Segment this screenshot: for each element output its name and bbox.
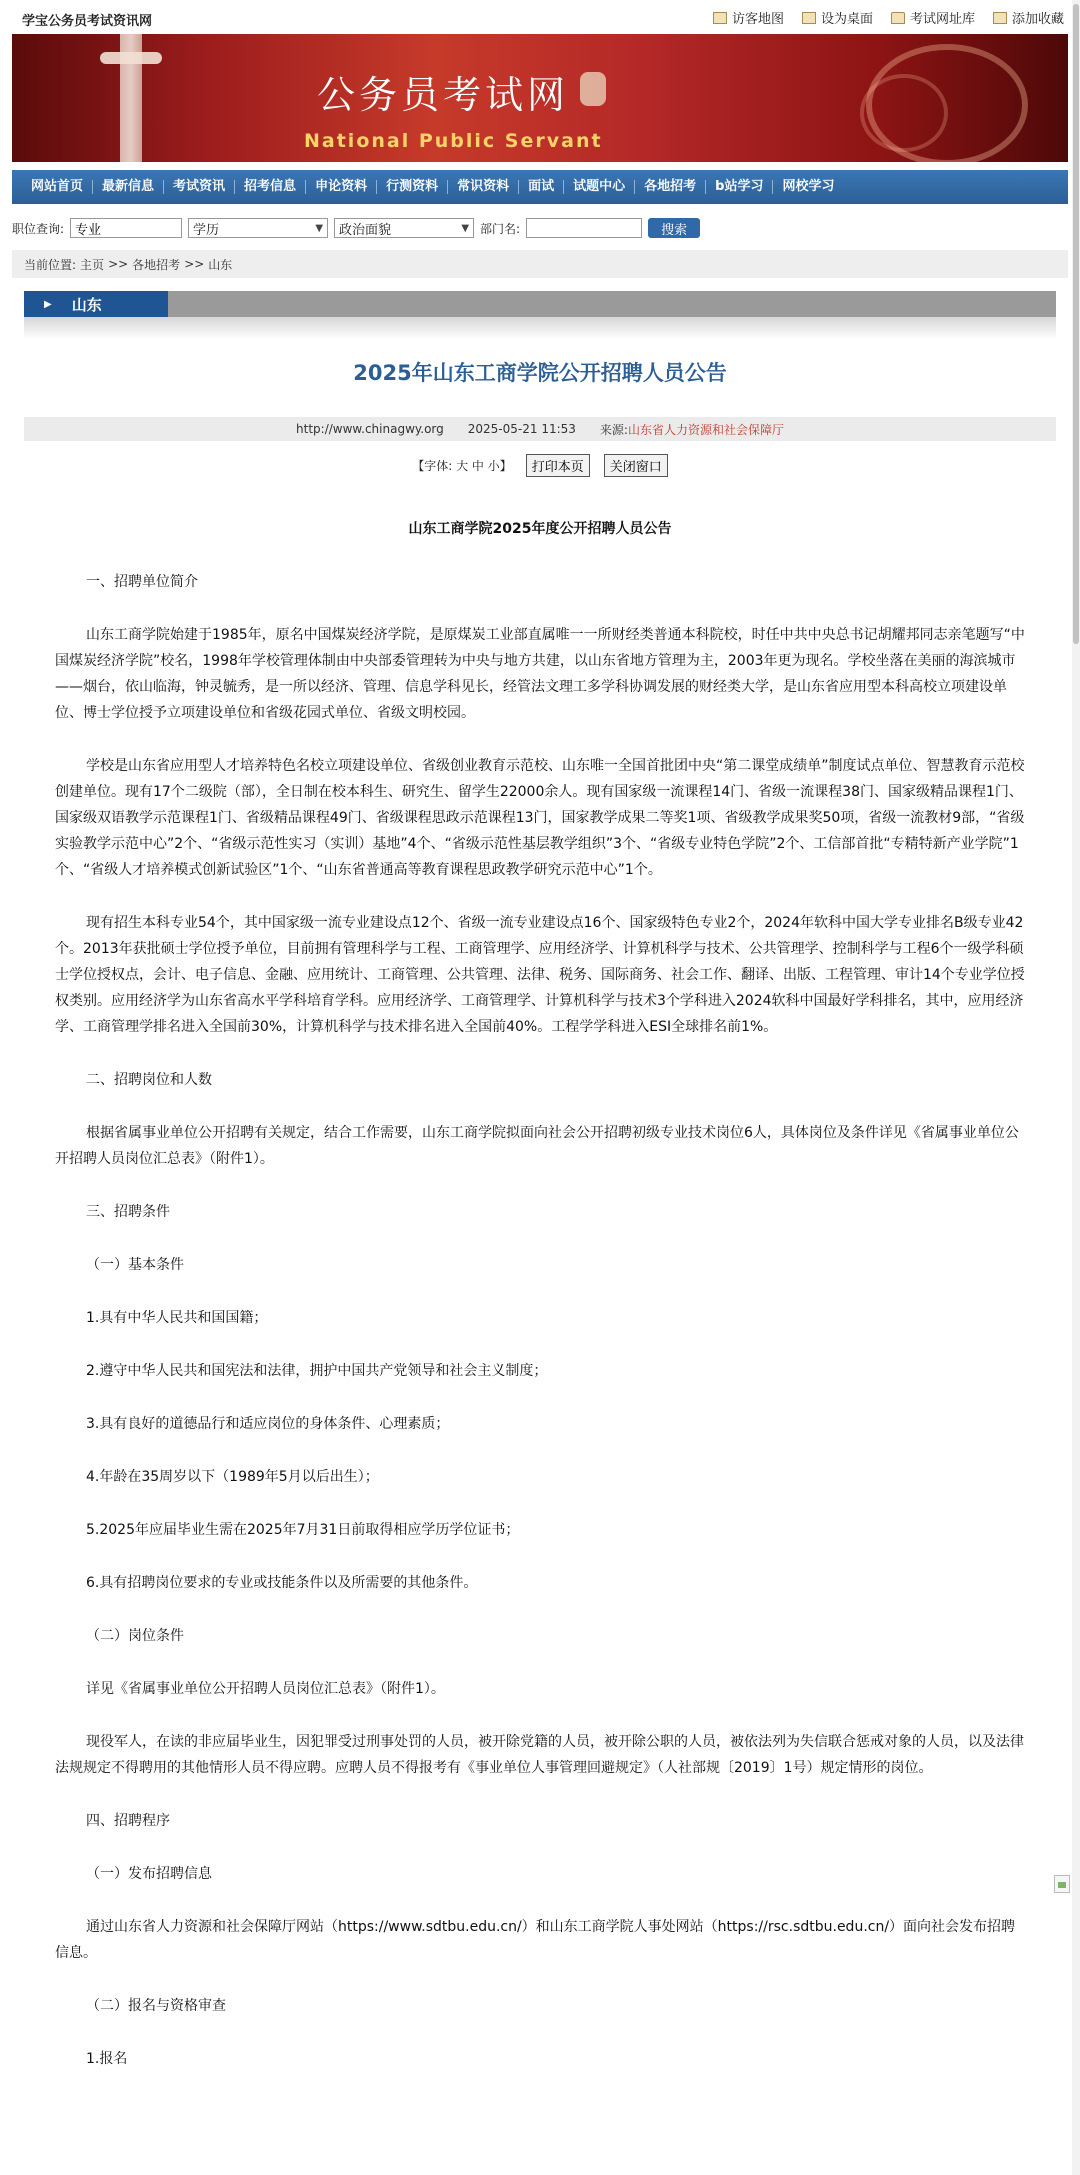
political-status-select[interactable]: 政治面貌 ▼ (334, 218, 474, 238)
chevron-down-icon: ▼ (315, 222, 324, 234)
paragraph: 现役军人，在读的非应届毕业生，因犯罪受过刑事处罚的人员，被开除党籍的人员，被开除公职的人员，被依法列为失信联合惩戒对象的人员，以及法律法规规定不得聘用的其他情形人员不得应聘。应聘人员不得报考有《事业单位人事管理回避规定》（人社部规〔2019〕1号）规定情形的岗位。 (55, 1734, 1024, 1776)
position-search (12, 218, 700, 238)
article-body (55, 516, 1025, 2099)
home-icon (891, 12, 905, 24)
search-label: 职位查询: (12, 221, 65, 236)
meta-url: http://www.chinagwy.org (296, 422, 444, 436)
department-label: 部门名: (480, 221, 521, 236)
list-item: 4.年龄在35周岁以下（1989年5月以后出生）； (86, 1469, 379, 1485)
header-banner (12, 34, 1068, 162)
nav-item-home[interactable]: 网站首页 (22, 180, 93, 194)
site-name: 学宝公务员考试资讯网 (22, 14, 153, 29)
search-button[interactable]: 搜索 (648, 218, 700, 238)
font-large-link[interactable]: 大 (456, 459, 469, 473)
folder-icon (993, 12, 1007, 24)
top-bar (0, 0, 1080, 34)
desktop-icon (802, 12, 816, 24)
nav-item-general-knowledge[interactable]: 常识资料 (448, 180, 519, 194)
subsection-heading: （二）岗位条件 (86, 1628, 184, 1644)
paragraph: 详见《省属事业单位公开招聘人员岗位汇总表》（附件1）。 (86, 1681, 445, 1697)
list-item: 2.遵守中华人民共和国宪法和法律，拥护中国共产党领导和社会主义制度； (86, 1363, 548, 1379)
subsection-heading: （一）发布招聘信息 (86, 1866, 212, 1882)
paragraph: 通过山东省人力资源和社会保障厅网站（https://www.sdtbu.edu.cn/）和山东工商学院人事处网站（https://rsc.sdtbu.edu.cn/）面向社会发布招聘信息。 (55, 1919, 1016, 1961)
list-item: 1.具有中华人民共和国国籍； (86, 1310, 268, 1326)
breadcrumb-separator: >> (108, 257, 129, 271)
map-icon (713, 12, 727, 24)
list-item: 1.报名 (86, 2051, 128, 2067)
article-heading: 山东工商学院2025年度公开招聘人员公告 (408, 521, 672, 537)
paragraph: 学校是山东省应用型人才培养特色名校立项建设单位、省级创业教育示范校、山东唯一全国首批团中央“第二课堂成绩单”制度试点单位、智慧教育示范校创建单位。现有17个二级院（部），全日制在校本科生、研究生、留学生22000余人。现有国家级一流课程14门、省级一流课程38门、国家级精品课程1门、国家级双语教学示范课程1门、省级精品课程49门、省级课程思政示范课程13门，国家教学成果二等奖1项、省级教学成果奖50项，省级一流教材9部，“省级实验教学示范中心”2个、“省级示范性实习（实训）基地”4个、“省级示范性基层教学组织”3个、“省级专业特色学院”2个、工信部首批“专精特新产业学院”1个、“省级人才培养模式创新试验区”1个、“山东省普通高等教育课程思政教学研究示范中心”1个。 (55, 758, 1025, 878)
pillar-cap-decoration (100, 52, 162, 64)
set-desktop-link[interactable]: 设为桌面 (802, 8, 873, 27)
list-item: 5.2025年应届毕业生需在2025年7月31日前取得相应学历学位证书； (86, 1522, 520, 1538)
nav-item-bilibili[interactable]: b站学习 (706, 180, 773, 194)
banner-title: 公务员考试网 (317, 73, 570, 117)
main-nav (12, 170, 1068, 204)
article-title: 2025年山东工商学院公开招聘人员公告 (353, 361, 727, 385)
breadcrumb-regional[interactable]: 各地招考 (132, 257, 181, 272)
scrollbar-thumb[interactable] (1073, 4, 1079, 644)
education-select[interactable]: 学历 ▼ (188, 218, 328, 238)
meta-source-group (600, 421, 784, 438)
section-tab-shandong[interactable]: ▶ 山东 (24, 291, 168, 317)
broken-image-icon[interactable] (1054, 1875, 1070, 1893)
dragon-decoration-inner (860, 74, 948, 152)
font-medium-link[interactable]: 中 (471, 459, 484, 473)
subsection-heading: （一）基本条件 (86, 1257, 184, 1273)
breadcrumb-shandong[interactable]: 山东 (208, 257, 233, 272)
chevron-down-icon: ▼ (461, 222, 470, 234)
nav-item-online-school[interactable]: 网校学习 (782, 179, 835, 194)
breadcrumb-prefix: 当前位置: (24, 257, 77, 272)
print-button[interactable]: 打印本页 (526, 454, 590, 477)
visitor-map-link[interactable]: 访客地图 (713, 8, 784, 27)
major-input[interactable] (70, 218, 182, 238)
article-meta (24, 417, 1056, 441)
exam-url-library-link[interactable]: 考试网址库 (891, 8, 975, 27)
font-size-controls: 【字体: 大 中 小】 (412, 459, 512, 473)
section-heading: 二、招聘岗位和人数 (86, 1072, 212, 1088)
breadcrumb-home[interactable]: 主页 (80, 257, 105, 272)
nav-item-aptitude[interactable]: 行测资料 (377, 180, 448, 194)
breadcrumb-separator: >> (184, 257, 205, 271)
scrollbar[interactable] (1072, 0, 1080, 2175)
nav-item-essay[interactable]: 申论资料 (306, 180, 377, 194)
list-item: 6.具有招聘岗位要求的专业或技能条件以及所需要的其他条件。 (86, 1575, 478, 1591)
nav-item-recruitment[interactable]: 招考信息 (235, 180, 306, 194)
meta-time: 2025-05-21 11:53 (467, 422, 576, 436)
nav-item-question-center[interactable]: 试题中心 (564, 180, 635, 194)
nav-item-interview[interactable]: 面试 (519, 180, 564, 194)
top-links (713, 8, 1064, 27)
triangle-right-icon: ▶ (44, 298, 52, 310)
banner-subtitle: National Public Servant (304, 130, 603, 152)
department-input[interactable] (526, 218, 642, 238)
section-heading: 四、招聘程序 (86, 1813, 170, 1829)
meta-source-label: 来源: (599, 422, 628, 437)
section-heading: 一、招聘单位简介 (86, 574, 198, 590)
nav-item-regional[interactable]: 各地招考 (635, 180, 706, 194)
meta-source: 山东省人力资源和社会保障厅 (627, 422, 784, 437)
section-header (24, 291, 1056, 317)
paragraph: 现有招生本科专业54个，其中国家级一流专业建设点12个、省级一流专业建设点16个、国家级特色专业2个，2024年软科中国大学专业排名B级专业42个。2013年获批硕士学位授予单位，目前拥有管理科学与工程、工商管理学、应用经济学、计算机科学与技术、公共管理学、控制科学与工程6个一级学科硕士学位授权点，会计、电子信息、金融、应用统计、工商管理、公共管理、法律、税务、国际商务、社会工作、翻译、出版、工程管理、审计14个专业学位授权类别。应用经济学为山东省高水平学科培育学科。应用经济学、工商管理学、计算机科学与技术3个学科进入2024软科中国最好学科排名，其中，应用经济学、工商管理学排名进入全国前30%，计算机科学与技术排名进入全国前40%。工程学学科进入ESI全球排名前1%。 (55, 915, 1025, 1035)
paragraph: 根据省属事业单位公开招聘有关规定，结合工作需要，山东工商学院拟面向社会公开招聘初级专业技术岗位6人，具体岗位及条件详见《省属事业单位公开招聘人员岗位汇总表》（附件1）。 (55, 1125, 1019, 1167)
breadcrumb (12, 250, 1068, 278)
list-item: 3.具有良好的道德品行和适应岗位的身体条件、心理素质； (86, 1416, 450, 1432)
paragraph: 山东工商学院始建于1985年，原名中国煤炭经济学院，是原煤炭工业部直属唯一一所财经类普通本科院校，时任中共中央总书记胡耀邦同志亲笔题写“中国煤炭经济学院”校名，1998年学校管理体制由中央部委管理转为中央与地方共建，以山东省地方管理为主，2003年更为现名。学校坐落在美丽的海滨城市——烟台，依山临海，钟灵毓秀，是一所以经济、管理、信息学科见长，经管法文理工多学科协调发展的财经类大学，是山东省应用型本科高校立项建设单位、博士学位授予立项建设单位和省级花园式单位、省级文明校园。 (55, 627, 1025, 721)
section-heading: 三、招聘条件 (86, 1204, 170, 1220)
close-window-button[interactable]: 关闭窗口 (604, 454, 668, 477)
subsection-heading: （二）报名与资格审查 (86, 1998, 226, 2014)
article-tools (0, 454, 1080, 477)
section-shadow (24, 317, 1056, 339)
nav-item-exam-news[interactable]: 考试资讯 (164, 180, 235, 194)
add-favorite-link[interactable]: 添加收藏 (993, 8, 1064, 27)
seal-icon (580, 72, 606, 106)
nav-item-latest[interactable]: 最新信息 (93, 180, 164, 194)
font-small-link[interactable]: 小 (487, 459, 500, 473)
